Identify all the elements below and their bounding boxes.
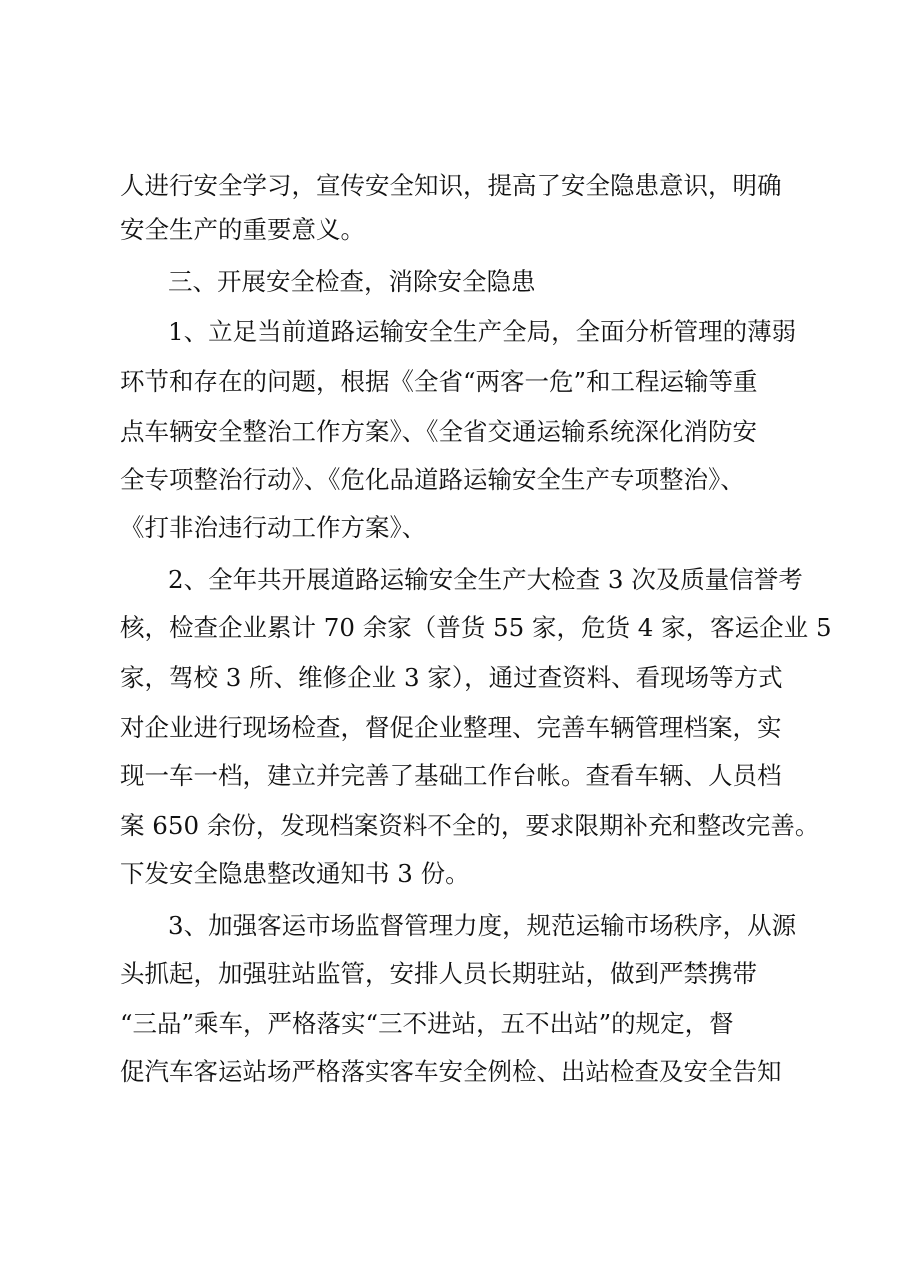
paragraph-3-line-1: 1、立足当前道路运输安全生产全局，全面分析管理的薄弱 xyxy=(168,317,797,346)
section-heading: 三、开展安全检查，消除安全隐患 xyxy=(168,267,536,296)
paragraph-1-line-2: 安全生产的重要意义。 xyxy=(120,215,365,244)
paragraph-5-line-4: 促汽车客运站场严格落实客车安全例检、出站检查及安全告知 xyxy=(120,1057,782,1086)
paragraph-4-line-2: 核，检查企业累计 70 余家（普货 55 家，危货 4 家，客运企业 5 xyxy=(120,613,832,642)
paragraph-4-line-5: 现一车一档，建立并完善了基础工作台帐。查看车辆、人员档 xyxy=(120,761,782,790)
paragraph-3-line-2: 环节和存在的问题，根据《全省“两客一危”和工程运输等重 xyxy=(120,367,758,396)
paragraph-4-line-4: 对企业进行现场检查，督促企业整理、完善车辆管理档案，实 xyxy=(120,713,782,742)
paragraph-5-line-3: “三品”乘车，严格落实“三不进站，五不出站”的规定，督 xyxy=(120,1009,734,1038)
paragraph-3-line-3: 点车辆安全整治工作方案》、《全省交通运输系统深化消防安 xyxy=(120,417,757,446)
paragraph-5-line-1: 3、加强客运市场监督管理力度，规范运输市场秩序，从源 xyxy=(168,911,797,940)
paragraph-3-line-5: 《打非治违行动工作方案》、 xyxy=(120,513,427,542)
paragraph-5-line-2: 头抓起，加强驻站监管，安排人员长期驻站，做到严禁携带 xyxy=(120,959,757,988)
paragraph-1-line-1: 人进行安全学习，宣传安全知识，提高了安全隐患意识，明确 xyxy=(120,171,782,200)
paragraph-4-line-6: 案 650 余份，发现档案资料不全的，要求限期补充和整改完善。 xyxy=(120,811,820,840)
paragraph-4-line-7: 下发安全隐患整改通知书 3 份。 xyxy=(120,859,470,888)
paragraph-4-line-1: 2、全年共开展道路运输安全生产大检查 3 次及质量信誉考 xyxy=(168,565,803,594)
paragraph-3-line-4: 全专项整治行动》、《危化品道路运输安全生产专项整治》、 xyxy=(120,465,745,494)
paragraph-4-line-3: 家，驾校 3 所、维修企业 3 家），通过查资料、看现场等方式 xyxy=(120,663,783,692)
